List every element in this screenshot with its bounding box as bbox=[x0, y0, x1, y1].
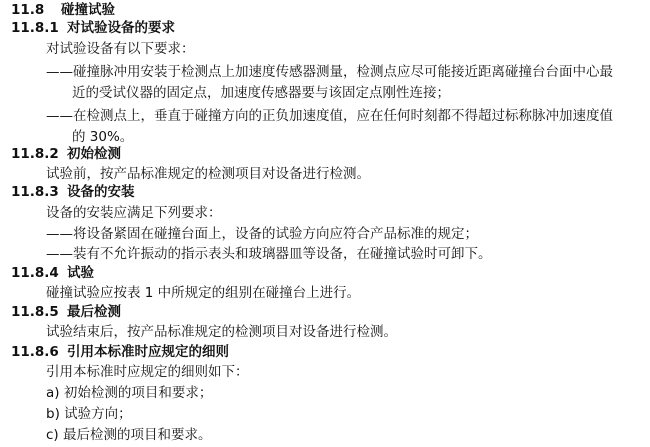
paragraph: 试验结束后，按产品标准规定的检测项目对设备进行检测。 bbox=[46, 324, 397, 340]
list-item: c) 最后检测的项目和要求。 bbox=[46, 427, 212, 443]
section-title: 碰撞试验 bbox=[61, 2, 115, 18]
section-title: 引用本标准时应规定的细则 bbox=[67, 344, 229, 360]
section-number: 11.8 bbox=[11, 2, 45, 18]
section-number: 11.8.5 bbox=[11, 304, 59, 320]
section-number: 11.8.3 bbox=[11, 184, 59, 200]
list-item: ——在检测点上，垂直于碰撞方向的正负加速度值，应在任何时刻都不得超过标称脉冲加速度值 bbox=[46, 108, 613, 124]
section-number: 11.8.1 bbox=[11, 20, 59, 36]
paragraph: 对试验设备有以下要求： bbox=[46, 41, 195, 57]
list-item: ——碰撞脉冲用安装于检测点上加速度传感器测量，检测点应尽可能接近距离碰撞台台面中心最 bbox=[46, 64, 613, 80]
list-item: ——将设备紧固在碰撞台面上，设备的试验方向应符合产品标准的规定； bbox=[46, 226, 478, 242]
list-item: b) 试验方向； bbox=[46, 406, 132, 422]
list-item-continuation: 近的受试仪器的固定点，加速度传感器要与该固定点刚性连接； bbox=[72, 85, 450, 101]
section-heading-11-8-6 bbox=[11, 342, 229, 362]
section-title: 初始检测 bbox=[67, 146, 121, 162]
section-title: 设备的安装 bbox=[67, 184, 135, 200]
section-heading-11-8 bbox=[11, 0, 115, 20]
section-number: 11.8.2 bbox=[11, 146, 59, 162]
section-heading-11-8-5 bbox=[11, 302, 121, 322]
paragraph: 设备的安装应满足下列要求： bbox=[46, 205, 222, 221]
paragraph: 引用本标准时应规定的细则如下： bbox=[46, 364, 249, 380]
section-title: 试验 bbox=[67, 265, 94, 281]
list-item: a) 初始检测的项目和要求； bbox=[46, 385, 213, 401]
section-number: 11.8.6 bbox=[11, 344, 59, 360]
section-title: 最后检测 bbox=[67, 304, 121, 320]
paragraph: 碰撞试验应按表 1 中所规定的组别在碰撞台上进行。 bbox=[46, 285, 361, 301]
section-heading-11-8-3 bbox=[11, 182, 135, 202]
section-number: 11.8.4 bbox=[11, 265, 59, 281]
section-heading-11-8-2 bbox=[11, 144, 121, 164]
paragraph: 试验前，按产品标准规定的检测项目对设备进行检测。 bbox=[46, 166, 370, 182]
section-heading-11-8-1 bbox=[11, 18, 175, 38]
list-item-continuation: 的 30%。 bbox=[72, 129, 134, 145]
section-title: 对试验设备的要求 bbox=[67, 20, 175, 36]
list-item: ——装有不允许振动的指示表头和玻璃器皿等设备，在碰撞试验时可卸下。 bbox=[46, 246, 492, 262]
section-heading-11-8-4 bbox=[11, 263, 94, 283]
